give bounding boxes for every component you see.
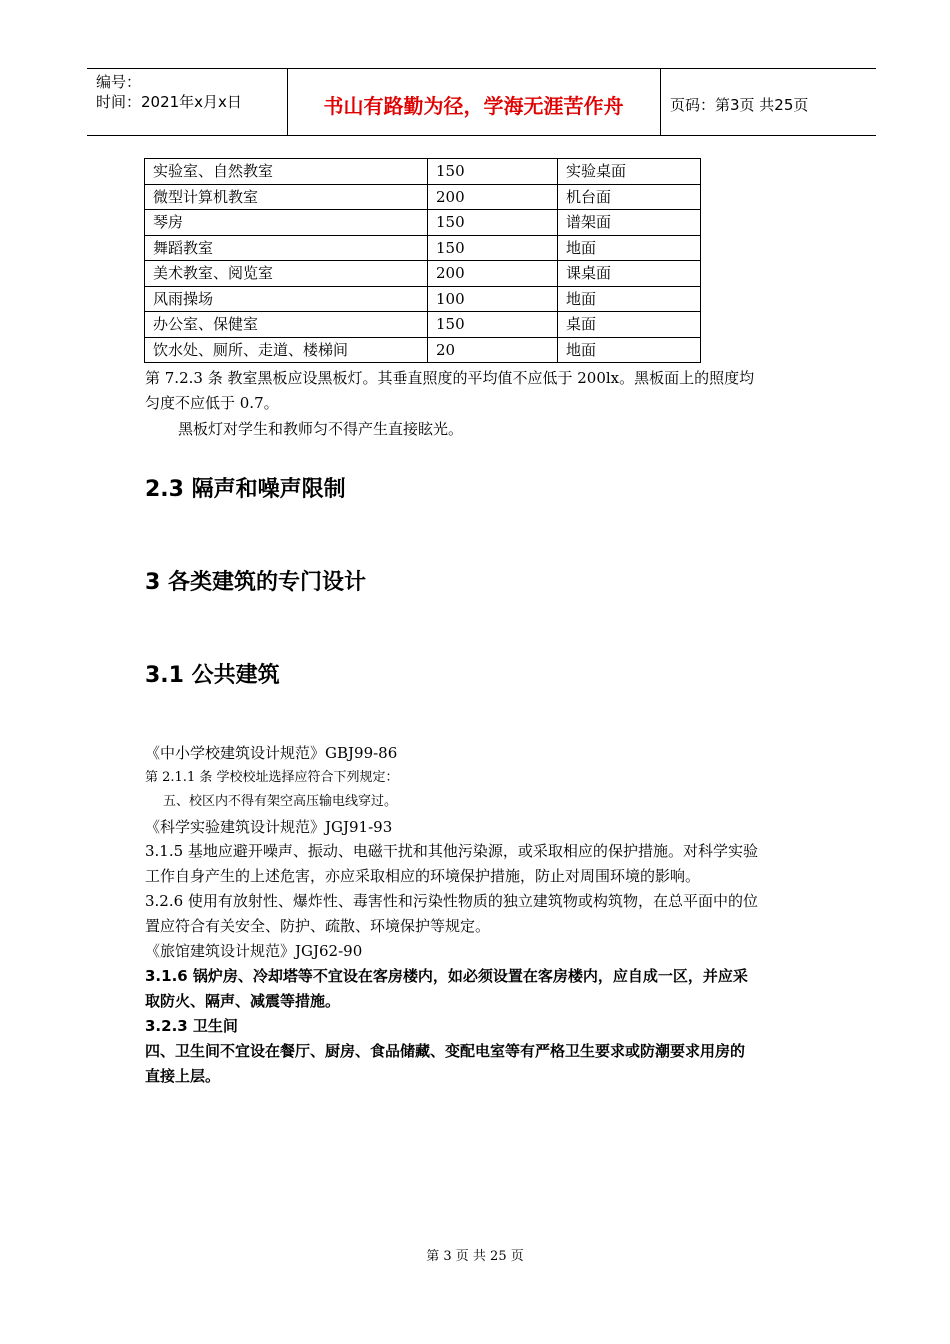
spec-school: 《中小学校建筑设计规范》GBJ99-86 (145, 744, 398, 762)
table-row (145, 261, 701, 287)
table-row (145, 312, 701, 338)
para-323-title: 3.2.3 卫生间 (145, 1017, 238, 1035)
reference-plane-cell: 实验桌面 (558, 159, 701, 185)
table-row (145, 210, 701, 236)
para-326-line1: 3.2.6 使用有放射性、爆炸性、毒害性和污染性物质的独立建筑物或构筑物，在总平面中的位 (145, 892, 758, 910)
table-row (145, 184, 701, 210)
reference-plane-cell: 地面 (558, 235, 701, 261)
room-cell: 微型计算机教室 (145, 184, 428, 210)
para-315-line2: 工作自身产生的上述危害，亦应采取相应的环境保护措施，防止对周围环境的影响。 (145, 867, 701, 885)
spec-lab: 《科学实验建筑设计规范》JGJ91-93 (145, 818, 393, 836)
table-row (145, 235, 701, 261)
header-bottom-rule (87, 135, 876, 136)
reference-plane-cell: 机台面 (558, 184, 701, 210)
header-page-label: 页码：第3页 共25页 (670, 96, 809, 114)
para-315-line1: 3.1.5 基地应避开噪声、振动、电磁干扰和其他污染源，或采取相应的保护措施。对科学实验 (145, 842, 758, 860)
article-211-item: 五、校区内不得有架空高压输电线穿过。 (163, 794, 398, 809)
reference-plane-cell: 谱架面 (558, 210, 701, 236)
illuminance-cell: 200 (428, 261, 558, 287)
article-723-line1: 第 7.2.3 条 教室黑板应设黑板灯。其垂直照度的平均值不应低于 200lx。黑板面上的照度均 (145, 369, 755, 387)
spec-hotel: 《旅馆建筑设计规范》JGJ62-90 (145, 942, 363, 960)
illuminance-cell: 150 (428, 235, 558, 261)
para-316-line2: 取防火、隔声、减震等措施。 (145, 992, 341, 1010)
header-number-label: 编号： (96, 73, 142, 91)
header-top-rule (87, 68, 876, 69)
article-723-line2: 匀度不应低于 0.7。 (145, 394, 279, 412)
illuminance-cell: 100 (428, 286, 558, 312)
room-cell: 实验室、自然教室 (145, 159, 428, 185)
room-cell: 琴房 (145, 210, 428, 236)
illuminance-cell: 150 (428, 312, 558, 338)
illuminance-cell: 150 (428, 210, 558, 236)
illuminance-table (144, 158, 701, 363)
reference-plane-cell: 桌面 (558, 312, 701, 338)
table-row (145, 337, 701, 363)
reference-plane-cell: 课桌面 (558, 261, 701, 287)
para-323-line2: 直接上层。 (145, 1067, 221, 1085)
article-723-line3: 黑板灯对学生和教师匀不得产生直接眩光。 (178, 420, 464, 438)
para-323-line1: 四、卫生间不宜设在餐厅、厨房、食品储藏、变配电室等有严格卫生要求或防潮要求用房的 (145, 1042, 746, 1060)
heading-3-1: 3.1 公共建筑 (145, 663, 280, 688)
table-row (145, 286, 701, 312)
room-cell: 饮水处、厕所、走道、楼梯间 (145, 337, 428, 363)
reference-plane-cell: 地面 (558, 337, 701, 363)
para-326-line2: 置应符合有关安全、防护、疏散、环境保护等规定。 (145, 917, 491, 935)
table-row (145, 159, 701, 185)
room-cell: 风雨操场 (145, 286, 428, 312)
para-316-line1: 3.1.6 锅炉房、冷却塔等不宜设在客房楼内，如必须设置在客房楼内，应自成一区，并应采 (145, 967, 748, 985)
header-divider-right (660, 68, 661, 135)
reference-plane-cell: 地面 (558, 286, 701, 312)
footer-page-number: 第 3 页 共 25 页 (426, 1249, 524, 1264)
room-cell: 舞蹈教室 (145, 235, 428, 261)
heading-2-3: 2.3 隔声和噪声限制 (145, 477, 346, 502)
illuminance-cell: 150 (428, 159, 558, 185)
room-cell: 办公室、保健室 (145, 312, 428, 338)
header-motto: 书山有路勤为径，学海无涯苦作舟 (323, 94, 624, 118)
article-211: 第 2.1.1 条 学校校址选择应符合下列规定： (145, 770, 399, 785)
illuminance-cell: 20 (428, 337, 558, 363)
heading-3: 3 各类建筑的专门设计 (145, 570, 366, 595)
header-time-label: 时间：2021年x月x日 (96, 93, 242, 111)
illuminance-cell: 200 (428, 184, 558, 210)
room-cell: 美术教室、阅览室 (145, 261, 428, 287)
